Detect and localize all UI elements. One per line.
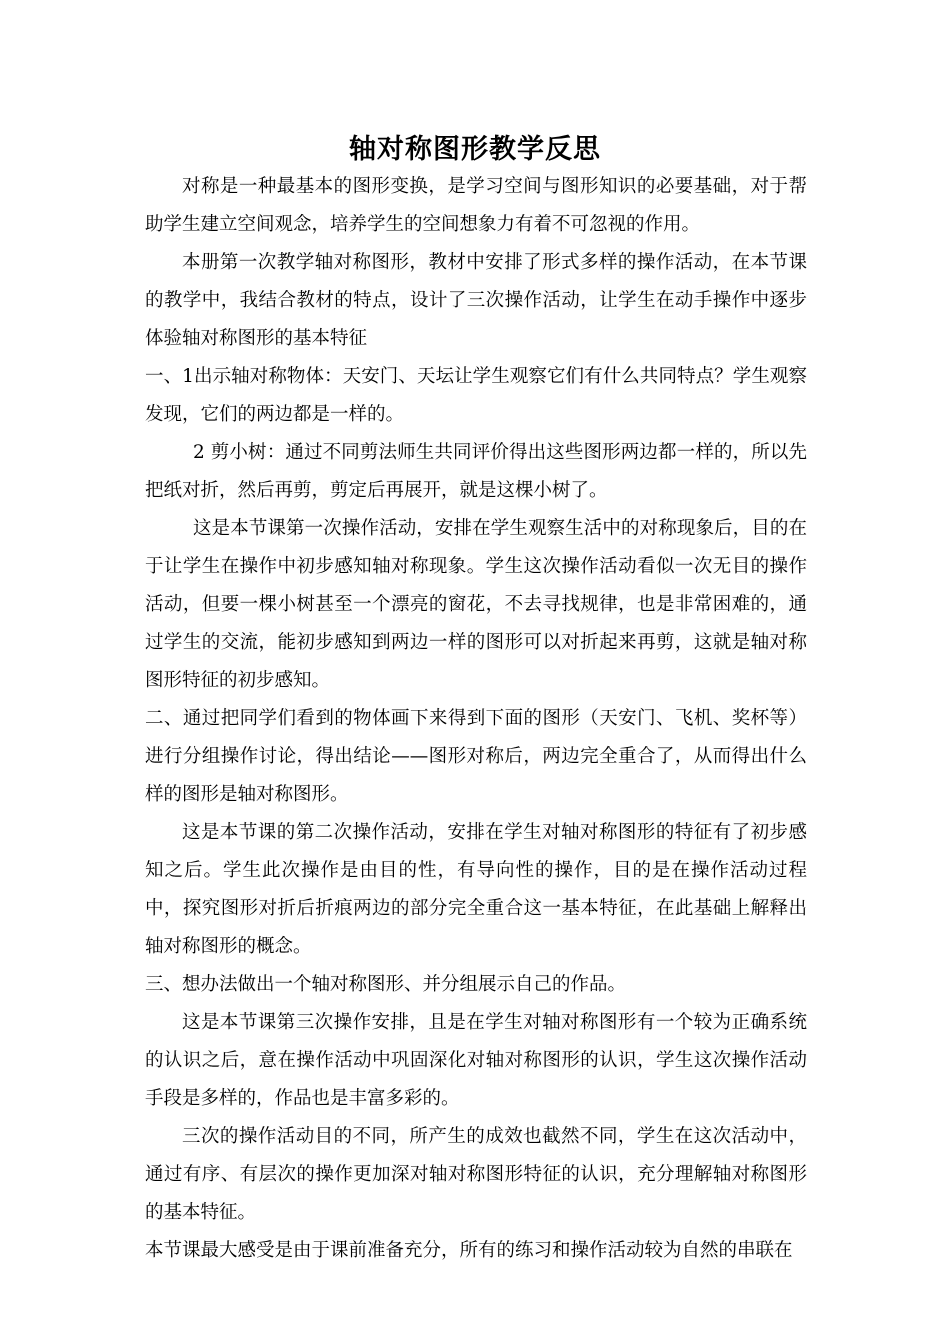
paragraph-activity-two: 二、通过把同学们看到的物体画下来得到下面的图形（天安门、飞机、奖杯等）进行分组操作讨论，得出结论——图形对称后，两边完全重合了，从而得出什么样的图形是轴对称图形。	[145, 708, 807, 805]
paragraph-activity-three: 三、想办法做出一个轴对称图形、并分组展示自己的作品。	[145, 974, 627, 995]
paragraph-reflection-one: 这是本节课第一次操作活动，安排在学生观察生活中的对称现象后，目的在于让学生在操作中初步感知轴对称现象。学生这次操作活动看似一次无目的操作活动，但要一棵小树甚至一个漂亮的窗花，不去寻找规律，也是非常困难的，通过学生的交流，能初步感知到两边一样的图形可以对折起来再剪，这就是轴对称图形特征的初步感知。	[145, 518, 807, 691]
paragraph-reflection-three: 这是本节课第三次操作安排，且是在学生对轴对称图形有一个较为正确系统的认识之后，意在操作活动中巩固深化对轴对称图形的认识，学生这次操作活动手段是多样的，作品也是丰富多彩的。	[145, 1012, 807, 1109]
paragraph-cut-tree: 2 剪小树：通过不同剪法师生共同评价得出这些图形两边都一样的，所以先把纸对折，然后再剪，剪定后再展开，就是这棵小树了。	[145, 442, 807, 501]
paragraph-activity-one: 一、1出示轴对称物体：天安门、天坛让学生观察它们有什么共同特点？学生观察发现，它们的两边都是一样的。	[145, 366, 807, 425]
paragraph-conclusion: 本节课最大感受是由于课前准备充分，所有的练习和操作活动较为自然的串联在	[145, 1240, 793, 1261]
document-title: 轴对称图形教学反思	[349, 134, 601, 165]
paragraph-overview: 本册第一次教学轴对称图形，教材中安排了形式多样的操作活动，在本节课的教学中，我结合教材的特点，设计了三次操作活动，让学生在动手操作中逐步体验轴对称图形的基本特征	[145, 252, 807, 349]
paragraph-reflection-two: 这是本节课的第二次操作活动，安排在学生对轴对称图形的特征有了初步感知之后。学生此次操作是由目的性，有导向性的操作，目的是在操作活动过程中，探究图形对折后折痕两边的部分完全重合这一基本特征，在此基础上解释出轴对称图形的概念。	[145, 822, 807, 957]
paragraph-summary: 三次的操作活动目的不同，所产生的成效也截然不同，学生在这次活动中，通过有序、有层次的操作更加深对轴对称图形特征的认识，充分理解轴对称图形的基本特征。	[145, 1126, 807, 1223]
paragraph-intro: 对称是一种最基本的图形变换，是学习空间与图形知识的必要基础，对于帮助学生建立空间观念，培养学生的空间想象力有着不可忽视的作用。	[145, 176, 807, 235]
document-body	[145, 168, 807, 1270]
